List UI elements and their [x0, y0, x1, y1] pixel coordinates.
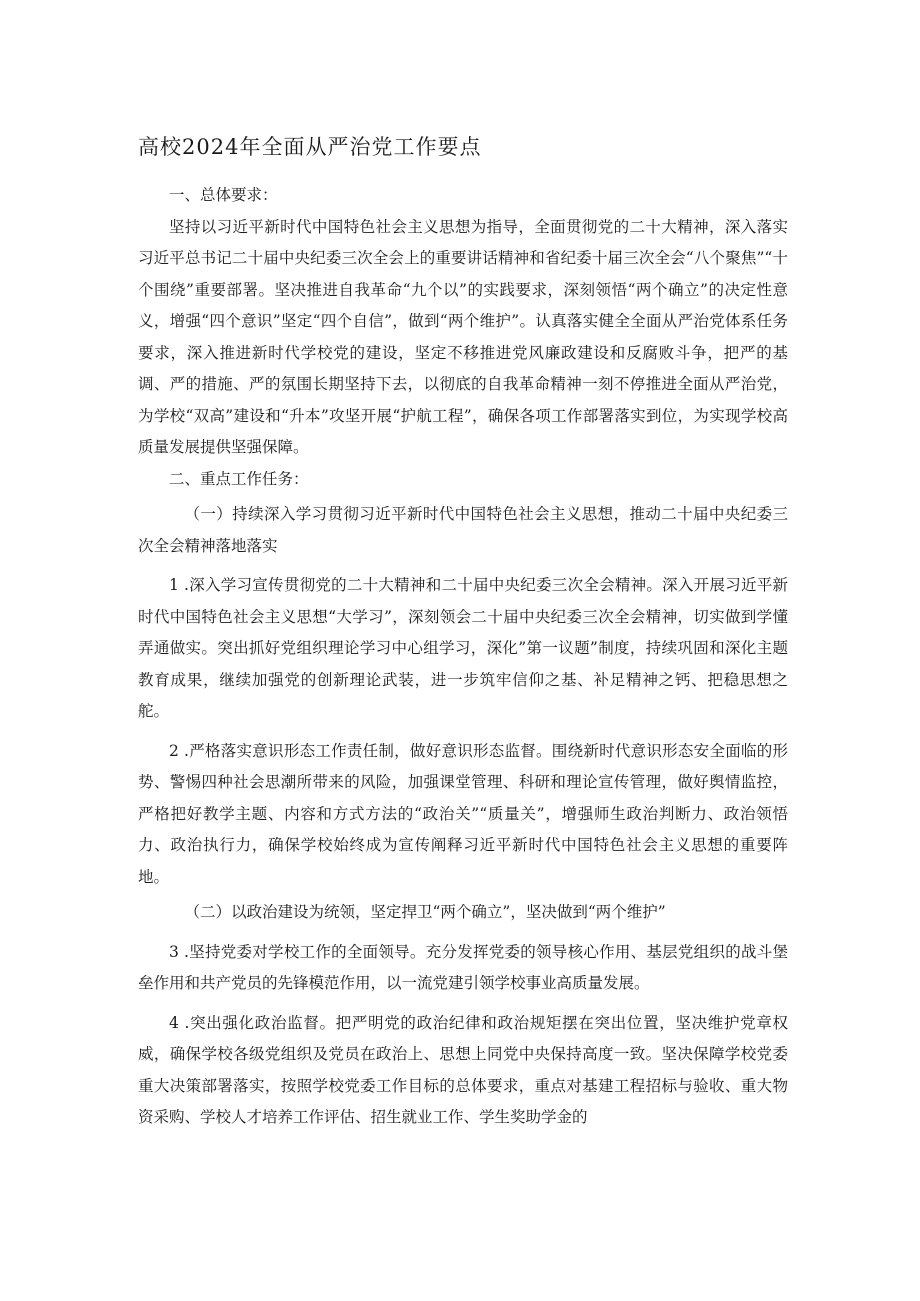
- list-item-3: 3 .坚持党委对学校工作的全面领导。充分发挥党委的领导核心作用、基层党组织的战斗堡垒作用和共产党员的先锋模范作用，以一流党建引领学校事业高质量发展。: [138, 942, 788, 992]
- section-heading-key-tasks: 二、重点工作任务：: [169, 469, 309, 488]
- document-title: 高校2024年全面从严治党工作要点: [138, 135, 482, 159]
- paragraph-general-requirements: 坚持以习近平新时代中国特色社会主义思想为指导，全面贯彻党的二十大精神，深入落实习近平总书记二十届中央纪委三次全会上的重要讲话精神和省纪委十届三次全会“八个聚焦”“十个围绕”重要部署。坚决推进自我革命“九个以”的实践要求，深刻领悟“两个确立”的决定性意义，增强“四个意识”坚定“四个自信”，做到“两个维护”。认真落实健全全面从严治党体系任务要求，深入推进新时代学校党的建设，坚定不移推进党风廉政建设和反腐败斗争，把严的基调、严的措施、严的氛围长期坚持下去，以彻底的自我革命精神一刻不停推进全面从严治党，为学校“双高”建设和“升本”攻坚开展“护航工程”，确保各项工作部署落实到位，为实现学校高质量发展提供坚强保障。: [138, 217, 788, 456]
- subsection-heading-1: （一）持续深入学习贯彻习近平新时代中国特色社会主义思想，推动二十届中央纪委三次全会精神落地落实: [138, 505, 788, 555]
- section-heading-general-requirements: 一、总体要求：: [169, 186, 278, 204]
- list-item-1: 1 .深入学习宣传贯彻党的二十大精神和二十届中央纪委三次全会精神。深入开展习近平新时代中国特色社会主义思想“大学习”，深刻领会二十届中央纪委三次全会精神，切实做到学懂弄通做实。突出抓好党组织理论学习中心组学习，深化”第一议题”制度，持续巩固和深化主题教育成果，继续加强党的创新理论武装，进一步筑牢信仰之基、补足精神之钙、把稳思想之舵。: [138, 576, 788, 720]
- subsection-heading-2: （二）以政治建设为统领，坚定捍卫“两个确立”，坚决做到“两个维护”: [184, 903, 666, 921]
- document-body: [138, 180, 788, 1134]
- list-item-4: 4 .突出强化政治监督。把严明党的政治纪律和政治规矩摆在突出位置，坚决维护党章权威，确保学校各级党组织及党员在政治上、思想上同党中央保持高度一致。坚决保障学校党委重大决策部署落实，按照学校党委工作目标的总体要求，重点对基建工程招标与验收、重大物资采购、学校人才培养工作评估、招生就业工作、学生奖助学金的: [138, 1013, 788, 1126]
- list-item-2: 2 .严格落实意识形态工作责任制，做好意识形态监督。围绕新时代意识形态安全面临的形势、警惕四种社会思潮所带来的风险，加强课堂管理、科研和理论宣传管理，做好舆情监控，严格把好教学主题、内容和方式方法的“政治关”“质量关”，增强师生政治判断力、政治领悟力、政治执行力，确保学校始终成为宣传阐释习近平新时代中国特色社会主义思想的重要阵地。: [138, 741, 788, 886]
